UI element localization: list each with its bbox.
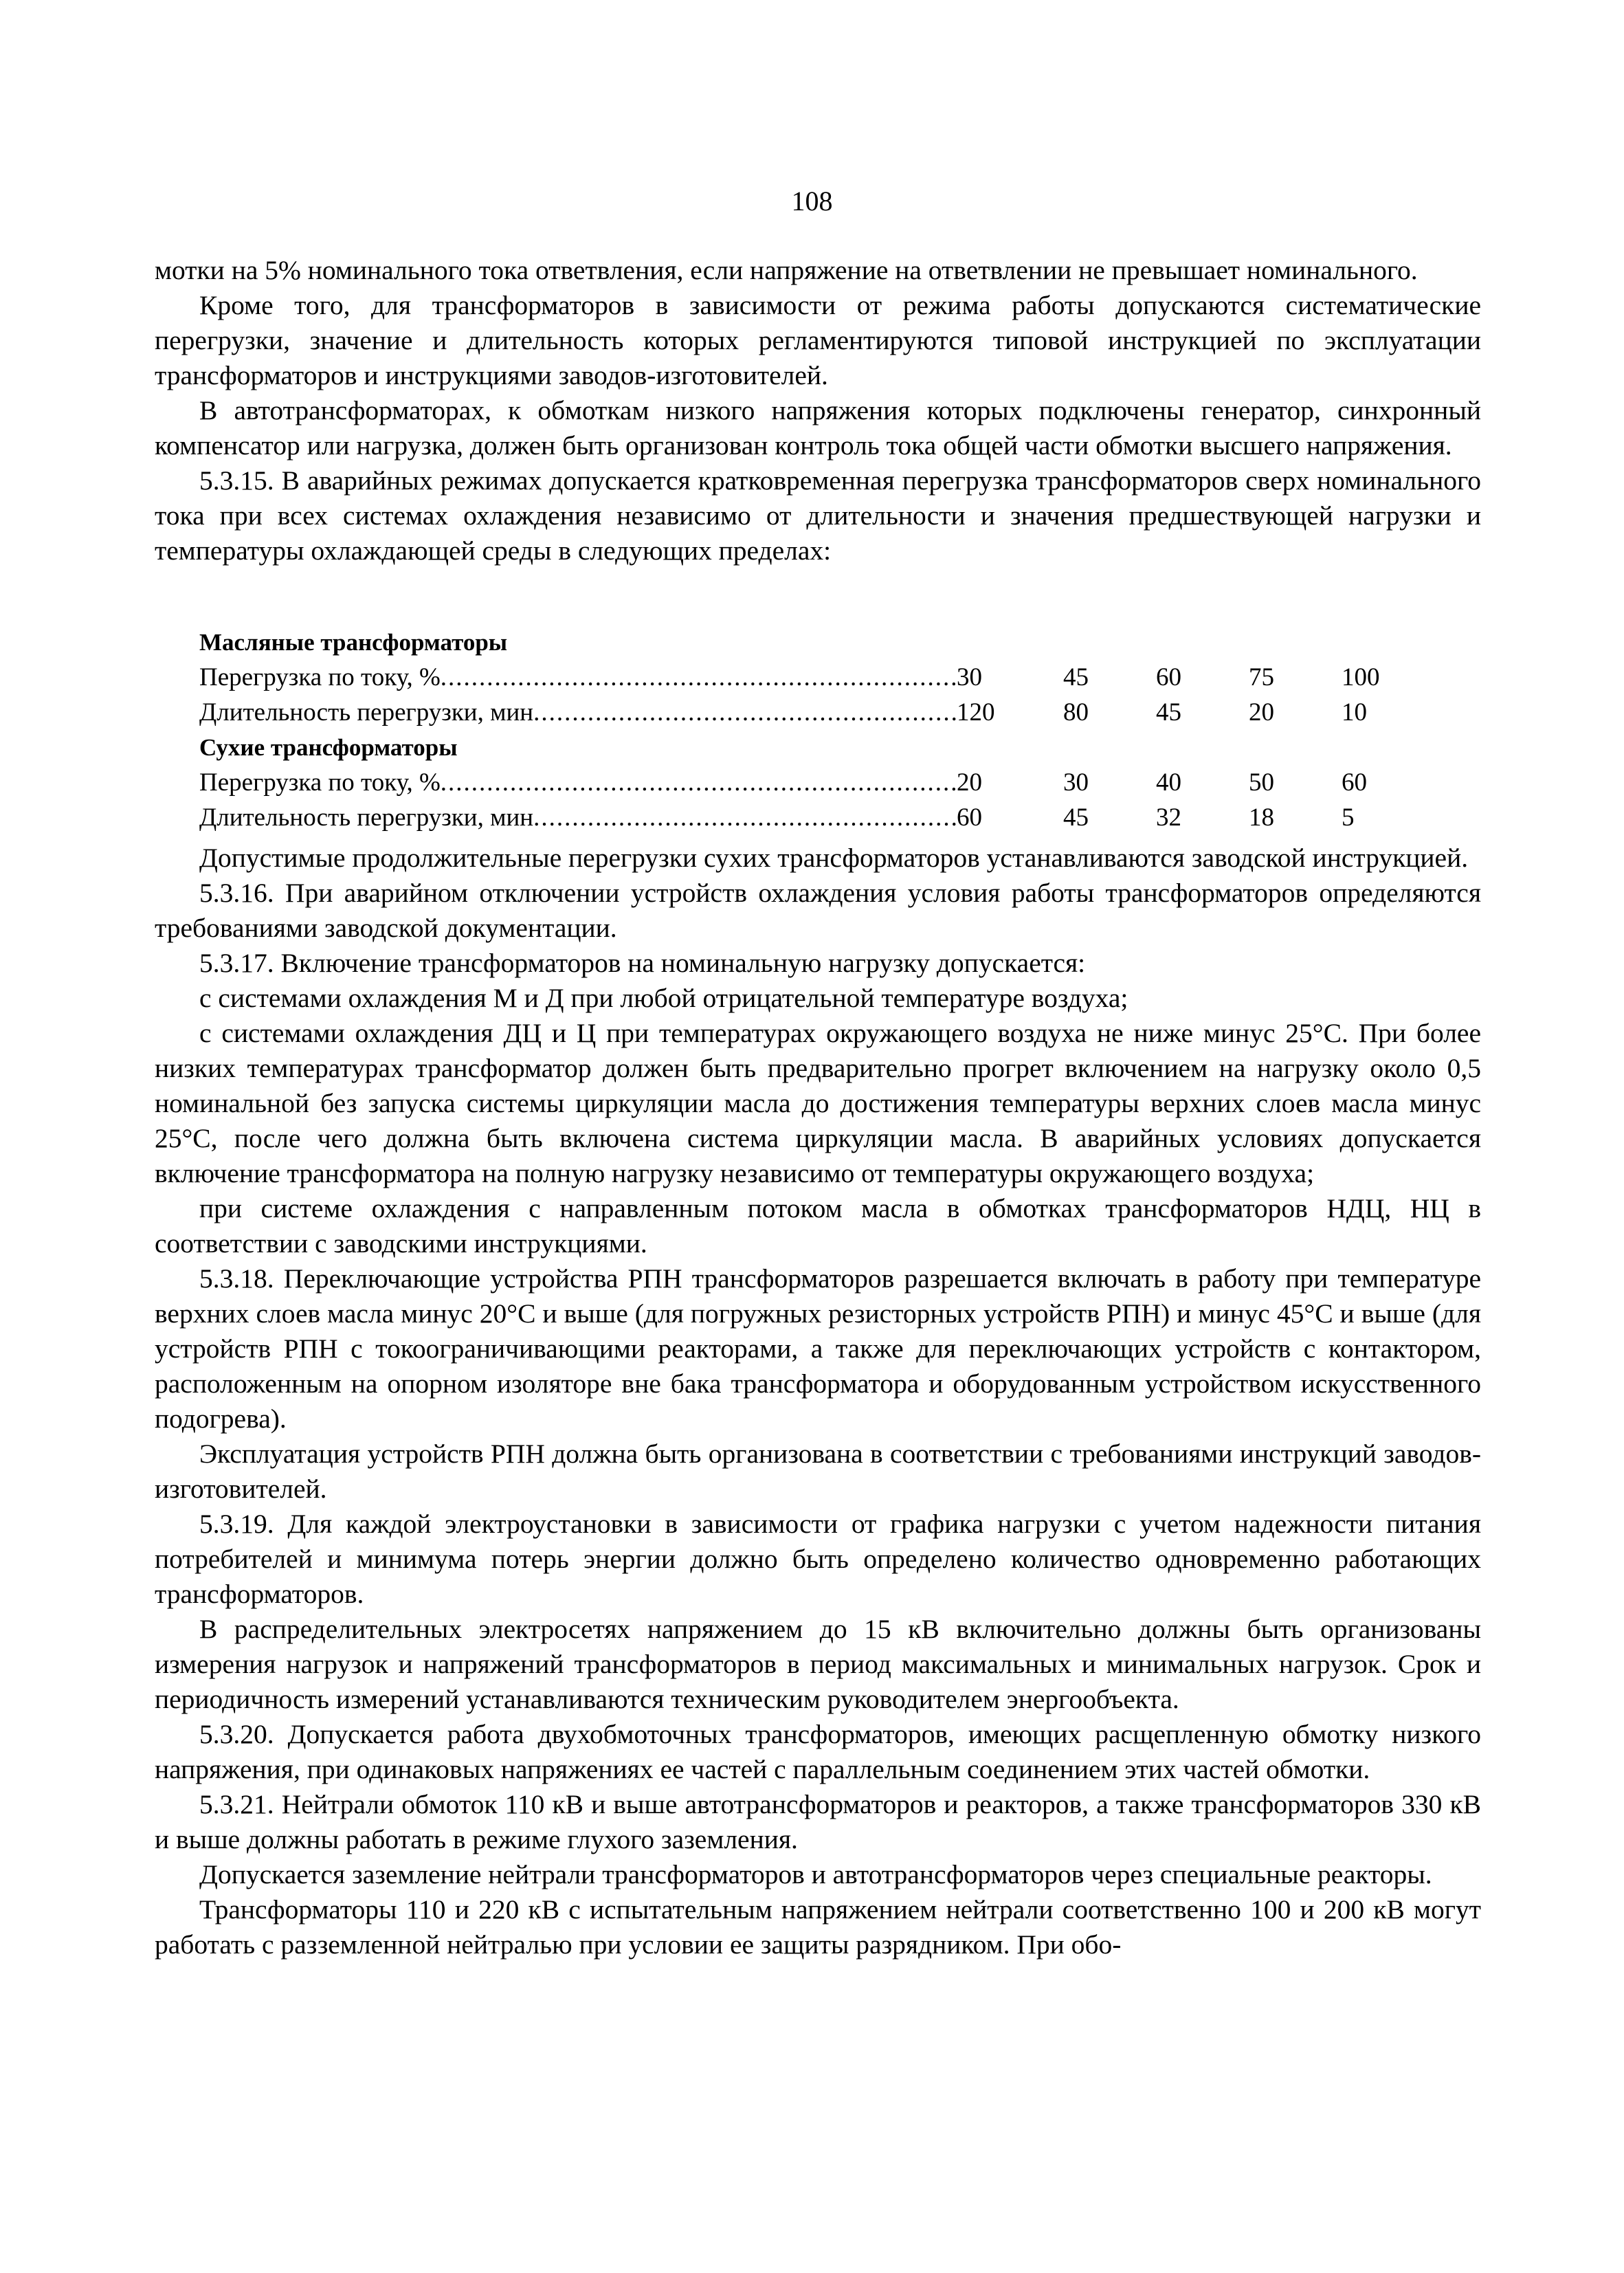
leader-dots (441, 765, 957, 800)
row-label-text: Длительность перегрузки, мин (199, 698, 534, 727)
paragraph: 5.3.16. При аварийном отключении устройств охлаждения условия работы трансформаторов определяются требованиями заводской документации. (155, 878, 1481, 943)
row-label (199, 660, 957, 695)
table-cell: 20 (1249, 698, 1274, 727)
overload-table (199, 625, 1484, 835)
paragraph: Допустимые продолжительные перегрузки сухих трансформаторов устанавливаются заводской инструкцией. (199, 843, 1469, 873)
table-cell: 45 (1063, 803, 1089, 832)
page-number: 108 (791, 186, 833, 217)
table-section-header (199, 625, 1484, 660)
table-cell: 10 (1342, 698, 1367, 727)
dry-transformers-header: Сухие трансформаторы (199, 734, 458, 761)
table-section-header (199, 730, 1484, 765)
paragraph: 5.3.21. Нейтрали обмоток 110 кВ и выше автотрансформаторов и реакторов, а также трансформаторов 330 кВ и выше должны работать в режиме глухого заземления. (155, 1789, 1481, 1854)
paragraph: В распределительных электросетях напряжением до 15 кВ включительно должны быть организованы измерения нагрузок и напряжений трансформаторов в период максимальных и минимальных нагрузок. Срок и периодичность измерений устанавливаются техническим руководителем энергообъекта. (155, 1614, 1481, 1714)
row-label-text: Перегрузка по току, % (199, 663, 441, 691)
paragraph: с системами охлаждения М и Д при любой отрицательной температуре воздуха; (199, 983, 1128, 1013)
oil-transformers-header: Масляные трансформаторы (199, 629, 508, 656)
table-cell: 45 (1156, 698, 1181, 727)
table-cell: 18 (1249, 803, 1274, 832)
table-cell: 40 (1156, 768, 1181, 797)
paragraph: Допускается заземление нейтрали трансформаторов и автотрансформаторов через специальные реакторы. (199, 1859, 1432, 1889)
leader-dots (533, 800, 957, 835)
table-cell: 60 (957, 803, 982, 832)
paragraph: 5.3.20. Допускается работа двухобмоточных трансформаторов, имеющих расщепленную обмотку низкого напряжения, при одинаковых напряжениях ее частей с параллельным соединением этих частей обмотки. (155, 1719, 1481, 1784)
leader-dots (441, 660, 957, 695)
paragraph: мотки на 5% номинального тока ответвления, если напряжение на ответвлении не превышает номинального. (155, 255, 1418, 285)
table-row (199, 660, 1484, 695)
leader-dots (533, 695, 957, 730)
paragraph: 5.3.15. В аварийных режимах допускается кратковременная перегрузка трансформаторов сверх номинального тока при всех системах охлаждения независимо от длительности и значения предшествующей нагрузки и температуры охлаждающей среды в следующих пределах: (155, 465, 1481, 566)
row-label (199, 695, 957, 730)
table-row (199, 695, 1484, 730)
table-cell: 60 (1342, 768, 1367, 797)
text-block-top (155, 253, 1481, 568)
table-cell: 120 (957, 698, 995, 727)
row-label-text: Перегрузка по току, % (199, 768, 441, 797)
row-label (199, 765, 957, 800)
paragraph: Кроме того, для трансформаторов в зависимости от режима работы допускаются систематические перегрузки, значение и длительность которых регламентируются типовой инструкцией по эксплуатации трансформаторов и инструкциями заводов-изготовителей. (155, 290, 1481, 390)
table-cell: 30 (1063, 768, 1089, 797)
paragraph: с системами охлаждения ДЦ и Ц при температурах окружающего воздуха не ниже минус 25°С. При более низких температурах трансформатор должен быть предварительно прогрет включением на нагрузку около 0,5 номинальной без запуска системы циркуляции масла до достижения температуры верхних слоев масла минус 25°С, после чего должна быть включена система циркуляции масла. В аварийных условиях допускается включение трансформатора на полную нагрузку независимо от температуры окружающего воздуха; (155, 1018, 1481, 1188)
paragraph: 5.3.17. Включение трансформаторов на номинальную нагрузку допускается: (199, 948, 1086, 978)
paragraph: Трансформаторы 110 и 220 кВ с испытательным напряжением нейтрали соответственно 100 и 200 кВ могут работать с разземленной нейтралью при условии ее защиты разрядником. При обо- (155, 1894, 1481, 1960)
row-label (199, 800, 957, 835)
table-cell: 75 (1249, 663, 1274, 691)
paragraph: Эксплуатация устройств РПН должна быть организована в соответствии с требованиями инструкций заводов-изготовителей. (155, 1439, 1481, 1504)
table-cell: 30 (957, 663, 982, 691)
paragraph: 5.3.18. Переключающие устройства РПН трансформаторов разрешается включать в работу при температуре верхних слоев масла минус 20°С и выше (для погружных резисторных устройств РПН) и минус 45°С и выше (для устройств РПН с токоограничивающими реакторами, а также для переключающих устройств с контактором, расположенным на опорном изоляторе вне бака трансформатора и оборудованным устройством искусственного подогрева). (155, 1263, 1481, 1434)
table-cell: 50 (1249, 768, 1274, 797)
paragraph: В автотрансформаторах, к обмоткам низкого напряжения которых подключены генератор, синхронный компенсатор или нагрузка, должен быть организован контроль тока общей части обмотки высшего напряжения. (155, 395, 1481, 461)
table-cell: 60 (1156, 663, 1181, 691)
table-row (199, 800, 1484, 835)
table-row (199, 765, 1484, 800)
table-cell: 20 (957, 768, 982, 797)
table-cell: 5 (1342, 803, 1355, 832)
table-cell: 80 (1063, 698, 1089, 727)
table-cell: 100 (1342, 663, 1380, 691)
table-cell: 32 (1156, 803, 1181, 832)
table-cell: 45 (1063, 663, 1089, 691)
paragraph: 5.3.19. Для каждой электроустановки в зависимости от графика нагрузки с учетом надежности питания потребителей и минимума потерь энергии должно быть определено количество одновременно работающих трансформаторов. (155, 1509, 1481, 1609)
text-block-bottom (155, 841, 1481, 1962)
paragraph: при системе охлаждения с направленным потоком масла в обмотках трансформаторов НДЦ, НЦ в соответствии с заводскими инструкциями. (155, 1193, 1481, 1259)
row-label-text: Длительность перегрузки, мин (199, 803, 534, 832)
